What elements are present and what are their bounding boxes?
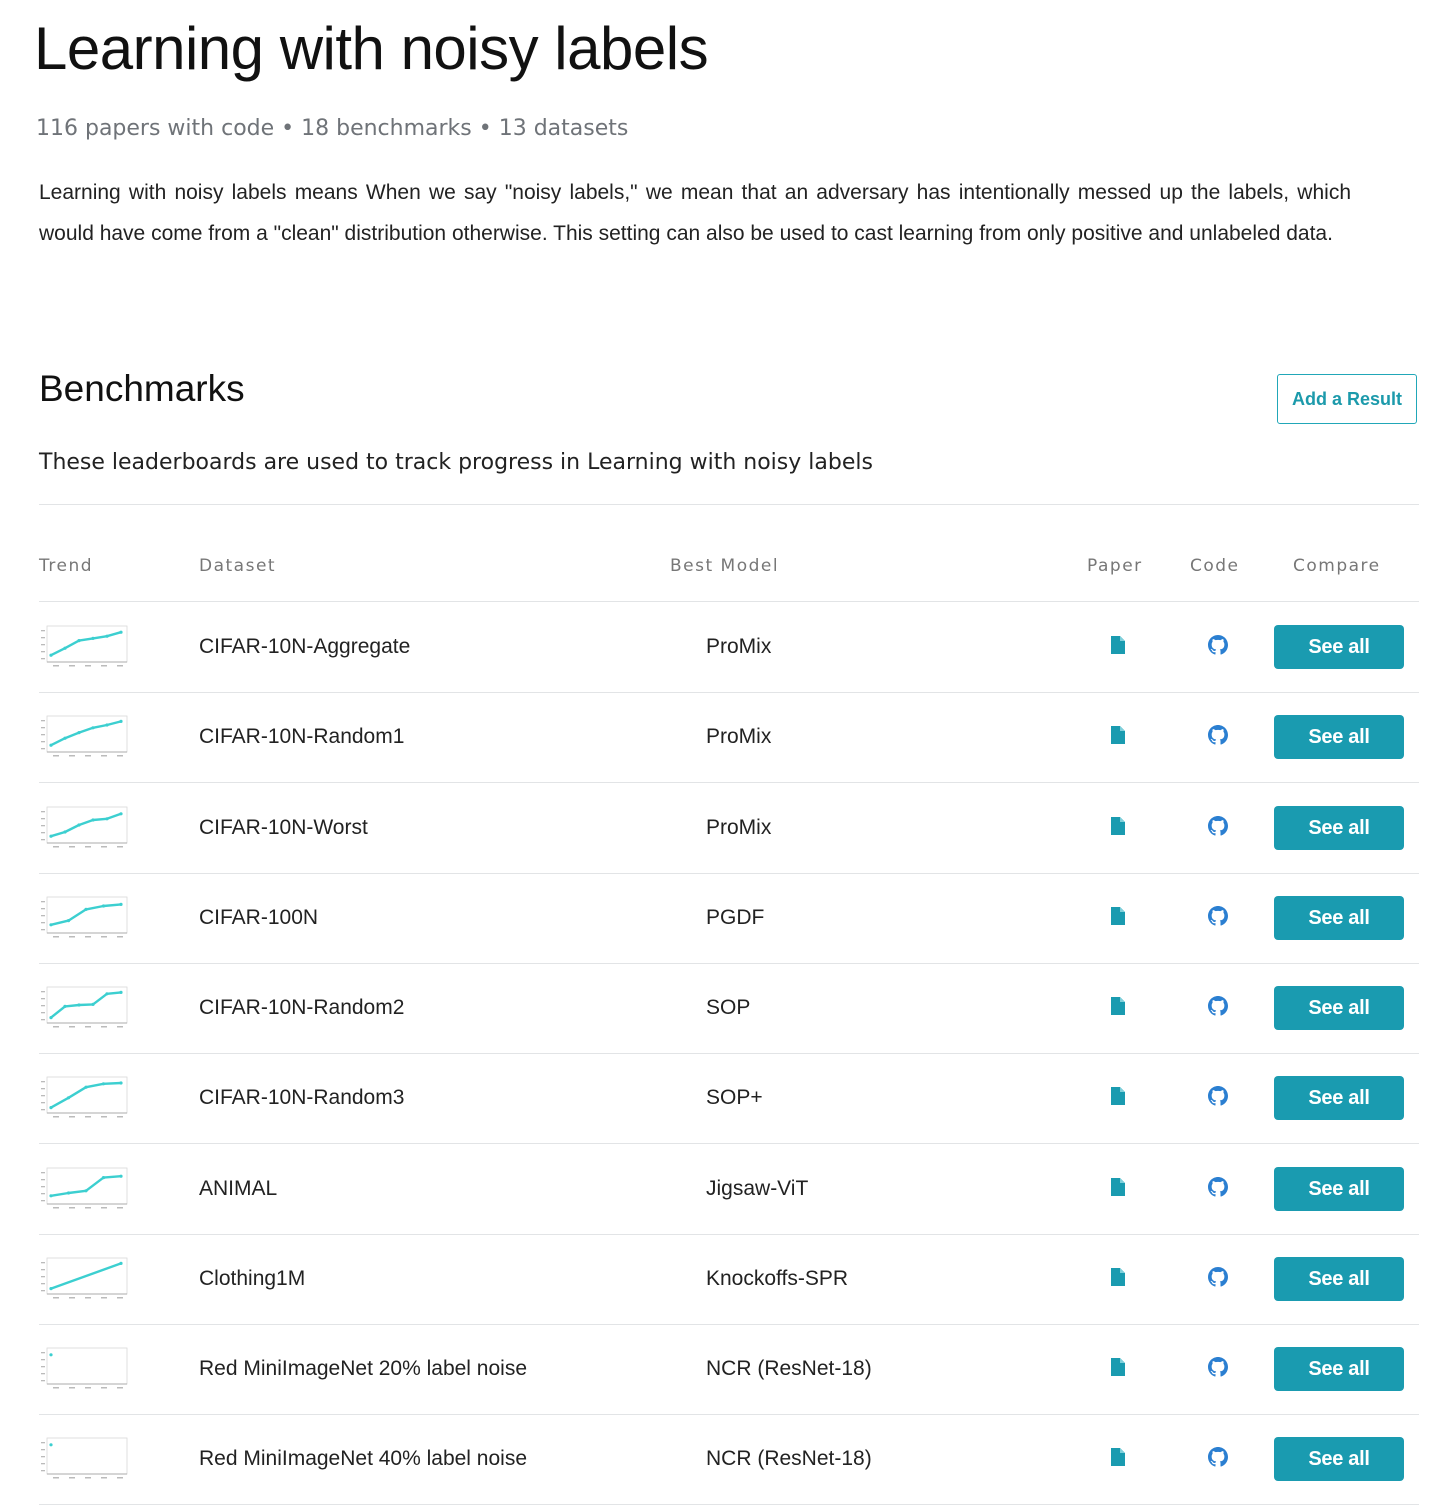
github-icon[interactable] [1208, 996, 1228, 1016]
add-result-button[interactable]: Add a Result [1277, 374, 1417, 424]
github-icon[interactable] [1208, 906, 1228, 926]
best-model-link[interactable]: ProMix [706, 635, 772, 658]
file-icon[interactable] [1110, 1357, 1126, 1377]
table-row [39, 783, 1419, 874]
header-best-model: Best Model [670, 556, 780, 576]
dataset-link[interactable]: Red MiniImageNet 20% label noise [199, 1357, 528, 1380]
file-icon[interactable] [1110, 906, 1126, 926]
header-trend: Trend [39, 556, 94, 576]
best-model-link[interactable]: NCR (ResNet-18) [706, 1357, 872, 1380]
dataset-link[interactable]: Clothing1M [199, 1267, 306, 1290]
best-model-link[interactable]: ProMix [706, 725, 772, 748]
page-title: Learning with noisy labels [34, 15, 709, 82]
benchmarks-heading: Benchmarks [39, 368, 245, 409]
github-icon[interactable] [1208, 1267, 1228, 1287]
see-all-button[interactable]: See all [1274, 1347, 1404, 1391]
table-row [39, 1234, 1419, 1325]
header-code: Code [1190, 556, 1240, 576]
file-icon[interactable] [1110, 1447, 1126, 1467]
dataset-link[interactable]: CIFAR-10N-Aggregate [199, 635, 411, 658]
github-icon[interactable] [1208, 1447, 1228, 1467]
file-icon[interactable] [1110, 1177, 1126, 1197]
table-row [39, 602, 1419, 693]
trend-sparkline[interactable] [39, 1256, 129, 1302]
see-all-button[interactable]: See all [1274, 1076, 1404, 1120]
table-row [39, 1053, 1419, 1144]
best-model-link[interactable]: Knockoffs-SPR [706, 1267, 849, 1290]
dataset-link[interactable]: CIFAR-100N [199, 906, 319, 929]
file-icon[interactable] [1110, 1086, 1126, 1106]
table-row [39, 1414, 1419, 1505]
dataset-link[interactable]: Red MiniImageNet 40% label noise [199, 1447, 528, 1470]
best-model-link[interactable]: SOP+ [706, 1086, 763, 1109]
trend-sparkline[interactable] [39, 1075, 129, 1121]
trend-sparkline[interactable] [39, 1346, 129, 1392]
see-all-button[interactable]: See all [1274, 1167, 1404, 1211]
see-all-button[interactable]: See all [1274, 896, 1404, 940]
benchmarks-subtitle: These leaderboards are used to track progress in Learning with noisy labels [39, 450, 873, 475]
table-row [39, 1324, 1419, 1415]
see-all-button[interactable]: See all [1274, 986, 1404, 1030]
github-icon[interactable] [1208, 1177, 1228, 1197]
see-all-button[interactable]: See all [1274, 1257, 1404, 1301]
header-paper: Paper [1087, 556, 1143, 576]
trend-sparkline[interactable] [39, 805, 129, 851]
file-icon[interactable] [1110, 1267, 1126, 1287]
dataset-link[interactable]: CIFAR-10N-Random1 [199, 725, 405, 748]
see-all-button[interactable]: See all [1274, 715, 1404, 759]
file-icon[interactable] [1110, 996, 1126, 1016]
github-icon[interactable] [1208, 635, 1228, 655]
best-model-link[interactable]: ProMix [706, 816, 772, 839]
dataset-link[interactable]: CIFAR-10N-Random3 [199, 1086, 405, 1109]
trend-sparkline[interactable] [39, 985, 129, 1031]
dataset-link[interactable]: ANIMAL [199, 1177, 278, 1200]
best-model-link[interactable]: Jigsaw-ViT [706, 1177, 809, 1200]
trend-sparkline[interactable] [39, 624, 129, 670]
trend-sparkline[interactable] [39, 895, 129, 941]
github-icon[interactable] [1208, 1086, 1228, 1106]
trend-sparkline[interactable] [39, 1166, 129, 1212]
table-row [39, 963, 1419, 1054]
file-icon[interactable] [1110, 725, 1126, 745]
see-all-button[interactable]: See all [1274, 1437, 1404, 1481]
trend-sparkline[interactable] [39, 714, 129, 760]
best-model-link[interactable]: NCR (ResNet-18) [706, 1447, 872, 1470]
github-icon[interactable] [1208, 1357, 1228, 1377]
table-row [39, 692, 1419, 783]
header-compare: Compare [1293, 556, 1381, 576]
file-icon[interactable] [1110, 635, 1126, 655]
table-row [39, 873, 1419, 964]
github-icon[interactable] [1208, 725, 1228, 745]
dataset-link[interactable]: CIFAR-10N-Worst [199, 816, 368, 839]
file-icon[interactable] [1110, 816, 1126, 836]
task-description: Learning with noisy labels means When we say "noisy labels," we mean that an adversary has intentionally messed up the labels, which would have come from a "clean" distribution otherwise. This setting can also be used to cast learning from only positive and unlabeled data. [39, 181, 1351, 245]
best-model-link[interactable]: SOP [706, 996, 751, 1019]
divider [39, 504, 1419, 505]
best-model-link[interactable]: PGDF [706, 906, 765, 929]
see-all-button[interactable]: See all [1274, 806, 1404, 850]
header-dataset: Dataset [199, 556, 277, 576]
dataset-link[interactable]: CIFAR-10N-Random2 [199, 996, 405, 1019]
trend-sparkline[interactable] [39, 1436, 129, 1482]
github-icon[interactable] [1208, 816, 1228, 836]
page-stats: 116 papers with code • 18 benchmarks • 13 datasets [36, 116, 629, 141]
see-all-button[interactable]: See all [1274, 625, 1404, 669]
table-row [39, 1144, 1419, 1235]
